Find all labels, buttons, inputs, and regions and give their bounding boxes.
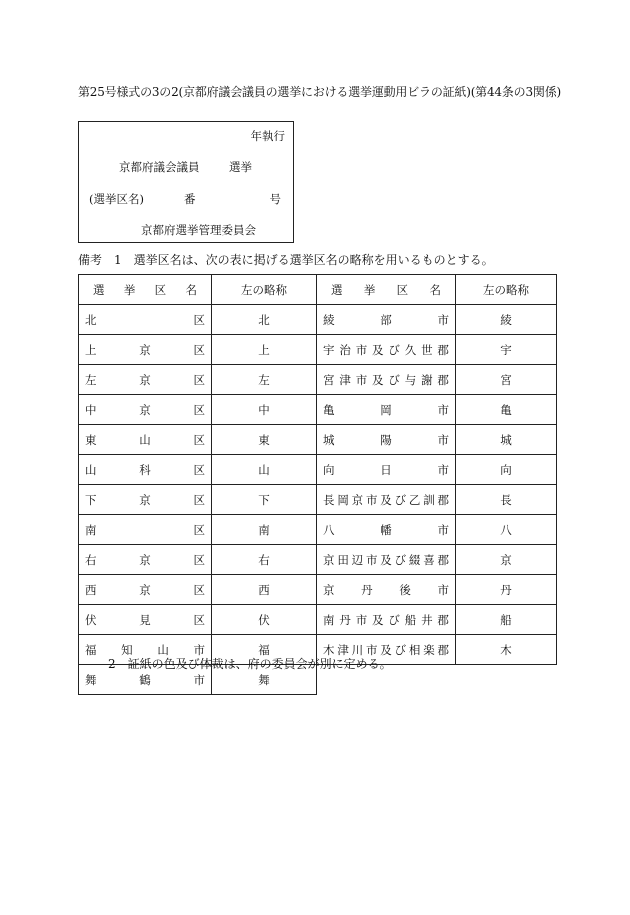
district-name-cell: 宮 津 市 及 び 与 謝 郡 bbox=[317, 365, 456, 395]
district-name-cell: 中 京 区 bbox=[79, 395, 212, 425]
district-name-cell: 亀 岡 市 bbox=[317, 395, 456, 425]
district-abbreviation-cell: 中 bbox=[212, 395, 317, 425]
table-row bbox=[317, 425, 557, 455]
district-name-cell: 上 京 区 bbox=[79, 335, 212, 365]
table-row bbox=[317, 545, 557, 575]
table-row bbox=[317, 575, 557, 605]
district-name-label: (選挙区名) bbox=[89, 192, 144, 206]
header-abbreviation: 左の略称 bbox=[456, 275, 557, 305]
table-header-row bbox=[79, 275, 317, 305]
district-abbreviation-cell: 山 bbox=[212, 455, 317, 485]
certificate-stamp-form bbox=[78, 121, 294, 243]
election-type-label: 京都府議会議員 bbox=[119, 160, 200, 174]
table-row bbox=[79, 425, 317, 455]
table-row bbox=[79, 365, 317, 395]
district-table-right bbox=[316, 274, 557, 665]
district-name-cell: 京 田 辺 市 及 び 綴 喜 郡 bbox=[317, 545, 456, 575]
district-name-cell: 京 丹 後 市 bbox=[317, 575, 456, 605]
table-row bbox=[317, 485, 557, 515]
table-header-row bbox=[317, 275, 557, 305]
district-abbreviation-cell: 福 bbox=[212, 635, 317, 665]
district-name-cell: 福 知 山 市 bbox=[79, 635, 212, 665]
number-label-go: 号 bbox=[269, 192, 281, 206]
table-row bbox=[79, 605, 317, 635]
table-row bbox=[79, 545, 317, 575]
header-abbreviation: 左の略称 bbox=[212, 275, 317, 305]
table-row bbox=[317, 365, 557, 395]
district-abbreviation-cell: 京 bbox=[456, 545, 557, 575]
district-abbreviation-cell: 長 bbox=[456, 485, 557, 515]
district-abbreviation-cell: 西 bbox=[212, 575, 317, 605]
remark-item-1: 備考 1 選挙区名は、次の表に掲げる選挙区名の略称を用いるものとする。 bbox=[78, 253, 494, 267]
district-name-cell: 北 区 bbox=[79, 305, 212, 335]
district-abbreviation-cell: 右 bbox=[212, 545, 317, 575]
district-table-left bbox=[78, 274, 317, 695]
district-name-cell: 綾 部 市 bbox=[317, 305, 456, 335]
district-abbreviation-cell: 北 bbox=[212, 305, 317, 335]
header-district-name: 選 挙 区 名 bbox=[317, 275, 456, 305]
table-row bbox=[79, 515, 317, 545]
committee-name: 京都府選挙管理委員会 bbox=[141, 223, 256, 237]
table-row bbox=[79, 395, 317, 425]
district-name-cell: 山 科 区 bbox=[79, 455, 212, 485]
district-name-cell: 舞 鶴 市 bbox=[79, 665, 212, 695]
district-abbreviation-cell: 下 bbox=[212, 485, 317, 515]
district-name-cell: 八 幡 市 bbox=[317, 515, 456, 545]
district-abbreviation-cell: 亀 bbox=[456, 395, 557, 425]
district-abbreviation-cell: 船 bbox=[456, 605, 557, 635]
execution-year-label: 年執行 bbox=[250, 129, 285, 143]
table-row bbox=[317, 605, 557, 635]
district-name-cell: 伏 見 区 bbox=[79, 605, 212, 635]
district-abbreviation-cell: 上 bbox=[212, 335, 317, 365]
district-abbreviation-cell: 伏 bbox=[212, 605, 317, 635]
number-label-ban: 番 bbox=[184, 192, 196, 206]
district-name-cell: 城 陽 市 bbox=[317, 425, 456, 455]
table-row bbox=[79, 575, 317, 605]
table-row bbox=[79, 455, 317, 485]
district-name-cell: 向 日 市 bbox=[317, 455, 456, 485]
district-abbreviation-cell: 東 bbox=[212, 425, 317, 455]
header-district-name: 選 挙 区 名 bbox=[79, 275, 212, 305]
district-name-cell: 南 区 bbox=[79, 515, 212, 545]
table-row bbox=[317, 395, 557, 425]
district-name-cell: 下 京 区 bbox=[79, 485, 212, 515]
table-row bbox=[317, 515, 557, 545]
district-abbreviation-cell: 向 bbox=[456, 455, 557, 485]
table-row bbox=[317, 335, 557, 365]
district-name-cell: 東 山 区 bbox=[79, 425, 212, 455]
district-abbreviation-cell: 丹 bbox=[456, 575, 557, 605]
table-row bbox=[79, 335, 317, 365]
district-abbreviation-cell: 宇 bbox=[456, 335, 557, 365]
district-abbreviation-cell: 城 bbox=[456, 425, 557, 455]
table-row bbox=[79, 485, 317, 515]
district-name-cell: 右 京 区 bbox=[79, 545, 212, 575]
table-row bbox=[317, 305, 557, 335]
district-name-cell: 西 京 区 bbox=[79, 575, 212, 605]
district-name-cell: 南 丹 市 及 び 船 井 郡 bbox=[317, 605, 456, 635]
district-abbreviation-cell: 宮 bbox=[456, 365, 557, 395]
district-name-cell: 長 岡 京 市 及 び 乙 訓 郡 bbox=[317, 485, 456, 515]
district-abbreviation-cell: 綾 bbox=[456, 305, 557, 335]
district-abbreviation-cell: 左 bbox=[212, 365, 317, 395]
district-abbreviation-cell: 南 bbox=[212, 515, 317, 545]
election-label: 選挙 bbox=[229, 160, 252, 174]
district-abbreviation-cell: 八 bbox=[456, 515, 557, 545]
document-heading: 第25号様式の3の2(京都府議会議員の選挙における選挙運動用ビラの証紙)(第44条の3関係) bbox=[78, 85, 561, 99]
district-name-cell: 木 津 川 市 及 び 相 楽 郡 bbox=[317, 635, 456, 665]
district-abbreviation-cell: 木 bbox=[456, 635, 557, 665]
remark-item-2: 2 証紙の色及び体裁は、府の委員会が別に定める。 bbox=[108, 657, 392, 671]
district-name-cell: 宇 治 市 及 び 久 世 郡 bbox=[317, 335, 456, 365]
district-abbreviation-cell: 舞 bbox=[212, 665, 317, 695]
table-row bbox=[317, 455, 557, 485]
table-row bbox=[79, 305, 317, 335]
district-name-cell: 左 京 区 bbox=[79, 365, 212, 395]
